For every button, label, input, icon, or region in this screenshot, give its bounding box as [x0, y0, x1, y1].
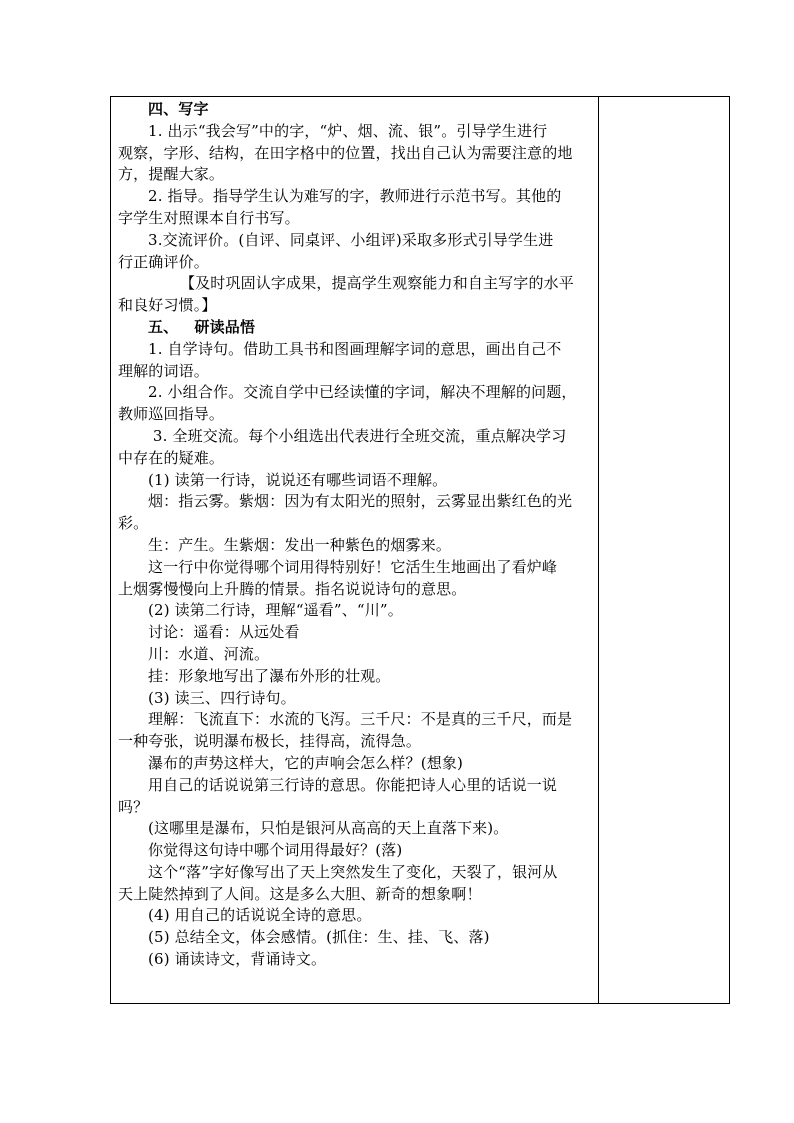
paragraph-line: (3) 读三、四行诗句。 — [148, 688, 296, 707]
paragraph-line: 吗？ — [118, 797, 149, 816]
paragraph-line: 教师巡回指导。 — [118, 405, 225, 424]
paragraph-line: 字学生对照课本自行书写。 — [118, 208, 300, 227]
paragraph-line: 天上陡然掉到了人间。这是多么大胆、新奇的想象啊！ — [118, 884, 482, 903]
paragraph-line: (这哪里是瀑布，只怕是银河从高高的天上直落下来)。 — [148, 819, 509, 838]
paragraph-line: 上烟雾慢慢向上升腾的情景。指名说说诗句的意思。 — [118, 579, 467, 598]
lesson-content-cell — [118, 99, 594, 971]
paragraph-line: 生：产生。生紫烟：发出一种紫色的烟雾来。 — [148, 535, 452, 554]
paragraph-line: 这个“落”字好像写出了天上突然发生了变化，天裂了，银河从 — [148, 862, 558, 881]
paragraph-line: 行正确评价。 — [118, 252, 209, 271]
paragraph-line: 方，提醒大家。 — [118, 165, 225, 184]
paragraph-line: (1) 读第一行诗，说说还有哪些词语不理解。 — [148, 470, 448, 489]
paragraph-line: 理解：飞流直下：水流的飞泻。三千尺：不是真的三千尺，而是 — [148, 710, 573, 729]
section-heading-study: 五、 研读品悟 — [148, 317, 256, 336]
paragraph-line: (4) 用自己的话说说全诗的意思。 — [148, 906, 372, 925]
design-note: 和良好习惯。】 — [118, 296, 217, 315]
section-heading-writing: 四、写字 — [148, 100, 209, 118]
paragraph-line: 理解的词语。 — [118, 361, 209, 380]
paragraph-line: 你觉得这句诗中哪个词用得最好？(落) — [148, 841, 403, 860]
paragraph-line: 烟：指云雾。紫烟：因为有太阳光的照射，云雾显出紫红色的光 — [148, 492, 573, 511]
paragraph-line: 一种夸张，说明瀑布极长，挂得高，流得急。 — [118, 732, 422, 751]
paragraph-line: 观察，字形、结构，在田字格中的位置，找出自己认为需要注意的地 — [118, 143, 573, 162]
paragraph-line: 3. 全班交流。每个小组选出代表进行全班交流，重点解决学习 — [148, 426, 567, 445]
paragraph-line: 讨论：遥看：从远处看 — [148, 623, 300, 642]
paragraph-line: 这一行中你觉得哪个词用得特别好！它活生生地画出了看炉峰 — [148, 557, 558, 576]
paragraph-line: (2) 读第二行诗，理解“遥看”、“川”。 — [148, 601, 403, 620]
paragraph-line: 1. 自学诗句。借助工具书和图画理解字词的意思，画出自己不 — [148, 339, 562, 358]
paragraph-line: 中存在的疑难。 — [118, 448, 225, 467]
paragraph-line: 1. 出示“我会写”中的字，“炉、烟、流、银”。引导学生进行 — [148, 121, 548, 140]
paragraph-line: (5) 总结全文，体会感情。(抓住：生、挂、飞、落) — [148, 928, 490, 947]
paragraph-line: 3.交流评价。(自评、同桌评、小组评)采取多形式引导学生进 — [148, 230, 554, 249]
paragraph-line: 挂：形象地写出了瀑布外形的壮观。 — [148, 666, 391, 685]
paragraph-line: 2. 小组合作。交流自学中已经读懂的字词，解决不理解的问题， — [148, 383, 577, 402]
design-note: 【及时巩固认字成果，提高学生观察能力和自主写字的水平 — [180, 274, 574, 293]
lesson-table — [110, 96, 730, 1004]
column-divider — [598, 97, 599, 1003]
paragraph-line: 川：水道、河流。 — [148, 644, 270, 663]
paragraph-line: 瀑布的声势这样大，它的声响会怎么样？(想象) — [148, 753, 464, 772]
paragraph-line: 彩。 — [118, 514, 149, 533]
paragraph-line: 2. 指导。指导学生认为难写的字，教师进行示范书写。其他的 — [148, 187, 562, 206]
paragraph-line: 用自己的话说说第三行诗的意思。你能把诗人心里的话说一说 — [148, 775, 558, 794]
paragraph-line: (6) 诵读诗文，背诵诗文。 — [148, 950, 327, 969]
